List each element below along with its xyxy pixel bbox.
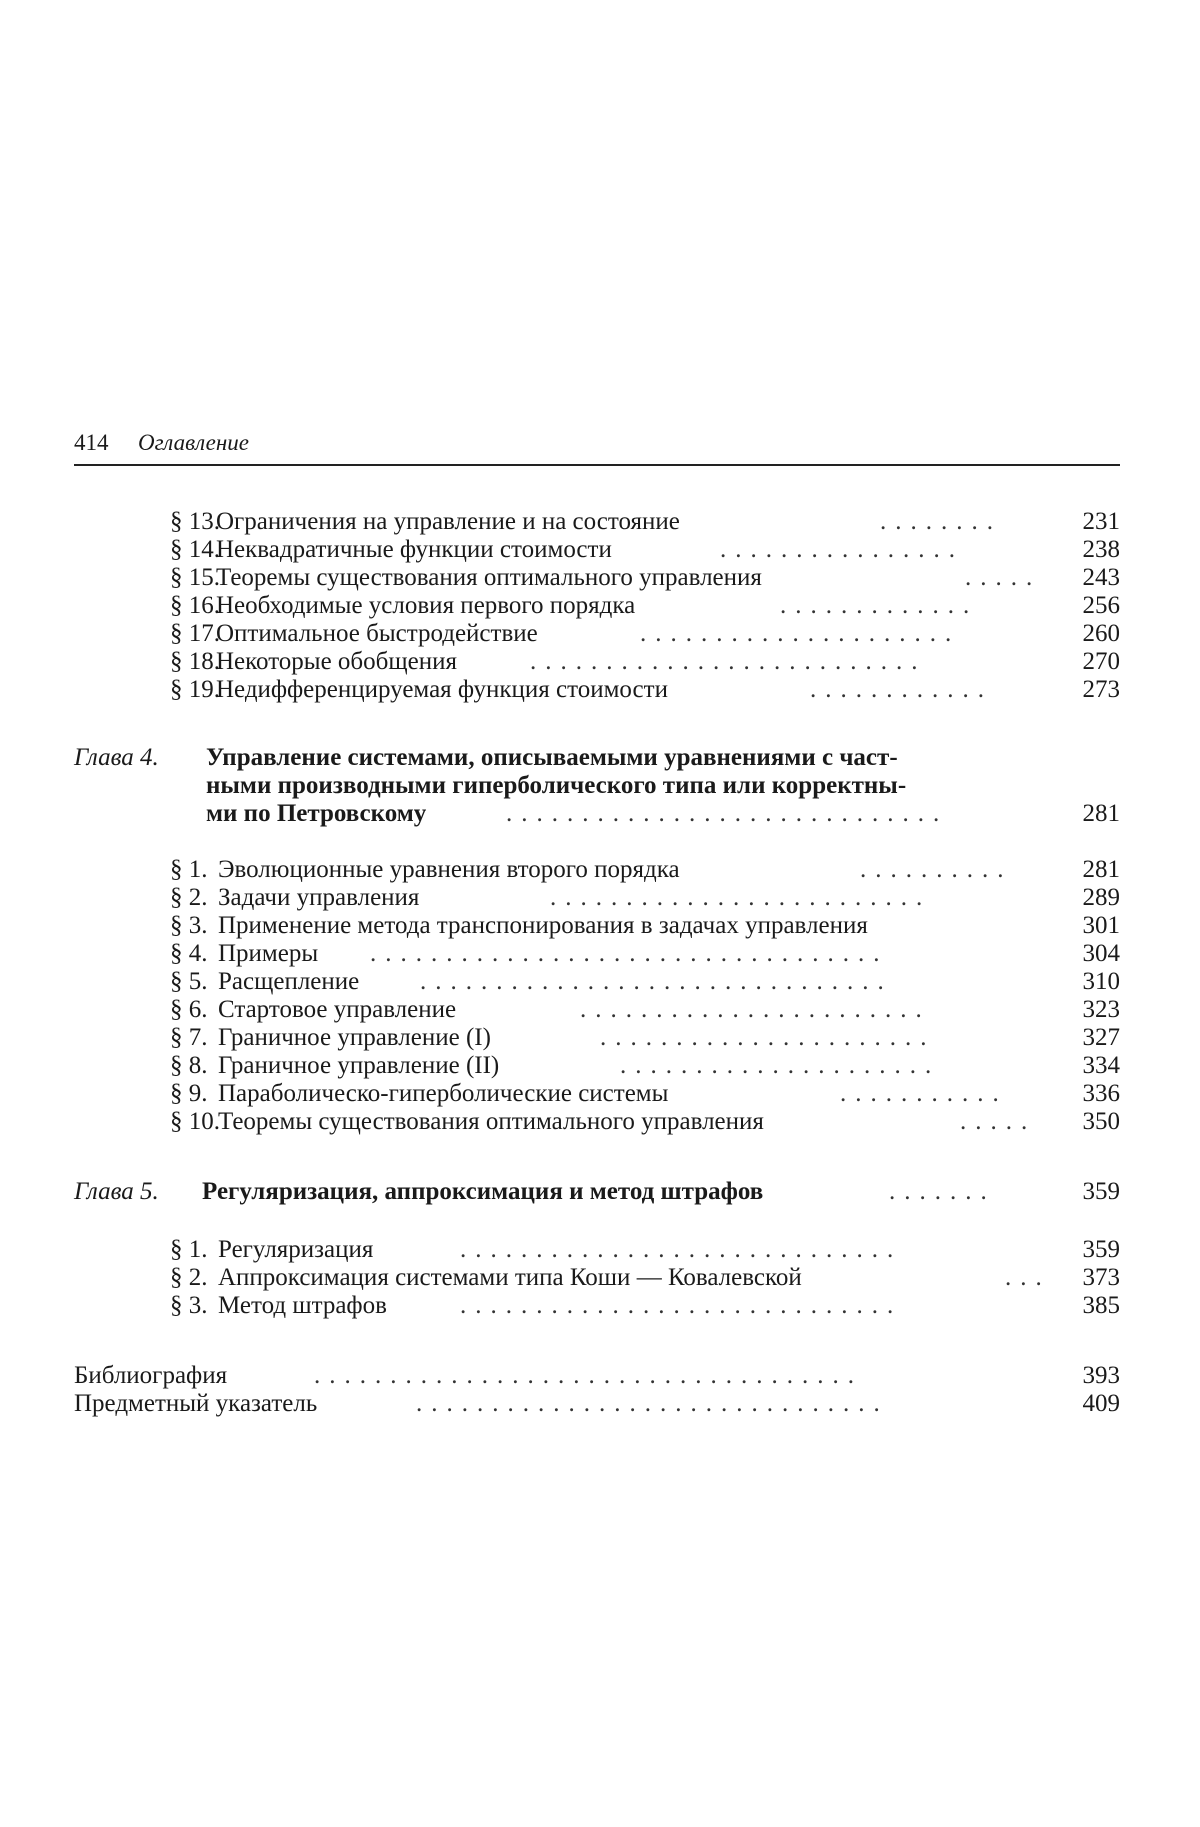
dot-leader: ...................... (600, 1024, 936, 1051)
chapter-page: 281 (1082, 800, 1120, 827)
toc-entry-ch3-13 (170, 508, 1120, 536)
section-number: § 5. (170, 968, 208, 995)
section-title: Эволюционные уравнения второго порядка (218, 856, 680, 883)
dot-leader: .................................... (314, 1362, 863, 1389)
dot-leader: ............................... (420, 968, 893, 995)
toc-entry-subject-index (74, 1390, 1120, 1418)
dot-leader: ........... (840, 1080, 1008, 1107)
dot-leader: ......................... (550, 884, 932, 911)
section-title: Теоремы существования оптимального управления (218, 1108, 764, 1135)
section-title: Расщепление (218, 968, 360, 995)
toc-entry-ch3-17 (170, 620, 1120, 648)
section-page: 260 (1082, 620, 1120, 647)
section-page: 334 (1082, 1052, 1120, 1079)
toc-entry-ch4-5 (170, 968, 1120, 996)
toc-entry-ch5-2 (170, 1264, 1120, 1292)
section-title: Аппроксимация системами типа Коши — Ковалевской (218, 1264, 802, 1291)
dot-leader: ............. (780, 592, 979, 619)
section-page: 350 (1082, 1108, 1120, 1135)
section-title: Граничное управление (II) (218, 1052, 500, 1079)
dot-leader: ............................. (460, 1236, 903, 1263)
chapter-4-page-row (206, 800, 1120, 828)
section-page: 327 (1082, 1024, 1120, 1051)
section-title: Регуляризация (218, 1236, 374, 1263)
section-number: § 10. (170, 1108, 220, 1135)
section-page: 385 (1082, 1292, 1120, 1319)
dot-leader: ............................... (416, 1390, 889, 1417)
dot-leader: ..................... (620, 1052, 941, 1079)
dot-leader: ............................. (506, 800, 949, 827)
section-title: Применение метода транспонирования в задачах управления (218, 912, 868, 939)
section-number: § 18. (170, 648, 220, 675)
toc-entry-ch3-16 (170, 592, 1120, 620)
section-title: Неквадратичные функции стоимости (216, 536, 612, 563)
dot-leader: ..... (965, 564, 1042, 591)
section-number: § 3. (170, 1292, 208, 1319)
section-number: § 14. (170, 536, 220, 563)
section-title: Теоремы существования оптимального управления (216, 564, 762, 591)
section-page: 301 (1082, 912, 1120, 939)
dot-leader: .......... (860, 856, 1013, 883)
toc-entry-ch4-1 (170, 856, 1120, 884)
back-matter-page: 409 (1082, 1390, 1120, 1417)
chapter-5-heading (74, 1178, 1120, 1206)
section-number: § 7. (170, 1024, 208, 1051)
toc-entry-ch4-7 (170, 1024, 1120, 1052)
toc-entry-ch3-19 (170, 676, 1120, 704)
section-number: § 6. (170, 996, 208, 1023)
section-page: 289 (1082, 884, 1120, 911)
dot-leader: ................ (720, 536, 964, 563)
section-number: § 16. (170, 592, 220, 619)
dot-leader: ............ (810, 676, 993, 703)
section-title: Граничное управление (I) (218, 1024, 491, 1051)
toc-entry-ch4-4 (170, 940, 1120, 968)
section-number: § 9. (170, 1080, 208, 1107)
toc-entry-ch4-2 (170, 884, 1120, 912)
toc-entry-ch4-3 (170, 912, 1120, 940)
dot-leader: ....... (889, 1178, 996, 1205)
section-title: Некоторые обобщения (216, 648, 457, 675)
chapter-title: Регуляризация, аппроксимация и метод штрафов (202, 1178, 764, 1205)
toc-entry-ch5-1 (170, 1236, 1120, 1264)
section-title: Оптимальное быстродействие (216, 620, 538, 647)
section-page: 281 (1082, 856, 1120, 883)
section-page: 238 (1082, 536, 1120, 563)
section-number: § 17. (170, 620, 220, 647)
section-page: 359 (1082, 1236, 1120, 1263)
section-number: § 4. (170, 940, 208, 967)
section-title: Метод штрафов (218, 1292, 387, 1319)
section-number: § 15. (170, 564, 220, 591)
section-page: 323 (1082, 996, 1120, 1023)
section-page: 273 (1082, 676, 1120, 703)
section-page: 336 (1082, 1080, 1120, 1107)
page-number: 414 (74, 430, 109, 455)
chapter-label: Глава 5. (74, 1178, 159, 1205)
toc-entry-ch4-6 (170, 996, 1120, 1024)
toc-entry-ch4-9 (170, 1080, 1120, 1108)
section-number: § 13. (170, 508, 220, 535)
section-number: § 2. (170, 884, 208, 911)
dot-leader: ..... (960, 1108, 1037, 1135)
toc-entry-ch5-3 (170, 1292, 1120, 1320)
toc-entry-ch3-15 (170, 564, 1120, 592)
section-number: § 8. (170, 1052, 208, 1079)
section-title: Ограничения на управление и на состояние (216, 508, 680, 535)
back-matter-page: 393 (1082, 1362, 1120, 1389)
dot-leader: ... (1005, 1264, 1051, 1291)
section-number: § 1. (170, 1236, 208, 1263)
toc-entry-ch4-10 (170, 1108, 1120, 1136)
dot-leader: .................................. (370, 940, 889, 967)
section-page: 373 (1082, 1264, 1120, 1291)
section-number: § 2. (170, 1264, 208, 1291)
section-title: Недифференцируемая функция стоимости (216, 676, 668, 703)
section-title: Примеры (218, 940, 319, 967)
toc-entry-ch3-18 (170, 648, 1120, 676)
section-number: § 19. (170, 676, 220, 703)
chapter-title-line: Управление системами, описываемыми уравнениями с част- (206, 744, 898, 771)
section-number: § 3. (170, 912, 208, 939)
dot-leader: .......................... (530, 648, 927, 675)
chapter-page: 359 (1082, 1178, 1120, 1205)
section-title: Стартовое управление (218, 996, 457, 1023)
chapter-title-line: ми по Петровскому (206, 800, 427, 827)
section-number: § 1. (170, 856, 208, 883)
running-title: Оглавление (138, 430, 250, 455)
back-matter-title: Предметный указатель (74, 1390, 318, 1417)
section-page: 243 (1082, 564, 1120, 591)
section-page: 270 (1082, 648, 1120, 675)
dot-leader: ............................. (460, 1292, 903, 1319)
toc-entry-ch3-14 (170, 536, 1120, 564)
toc-entry-bibliography (74, 1362, 1120, 1390)
section-title: Задачи управления (218, 884, 420, 911)
section-page: 256 (1082, 592, 1120, 619)
back-matter-title: Библиография (74, 1362, 228, 1389)
toc-entry-ch4-8 (170, 1052, 1120, 1080)
section-page: 310 (1082, 968, 1120, 995)
chapter-title-line: ными производными гиперболического типа или корректны- (206, 772, 907, 799)
section-page: 231 (1082, 508, 1120, 535)
chapter-label: Глава 4. (74, 744, 159, 771)
dot-leader: ..................... (640, 620, 961, 647)
section-title: Параболическо-гиперболические системы (218, 1080, 669, 1107)
dot-leader: ........ (880, 508, 1002, 535)
dot-leader: ....................... (580, 996, 931, 1023)
section-title: Необходимые условия первого порядка (216, 592, 636, 619)
section-page: 304 (1082, 940, 1120, 967)
